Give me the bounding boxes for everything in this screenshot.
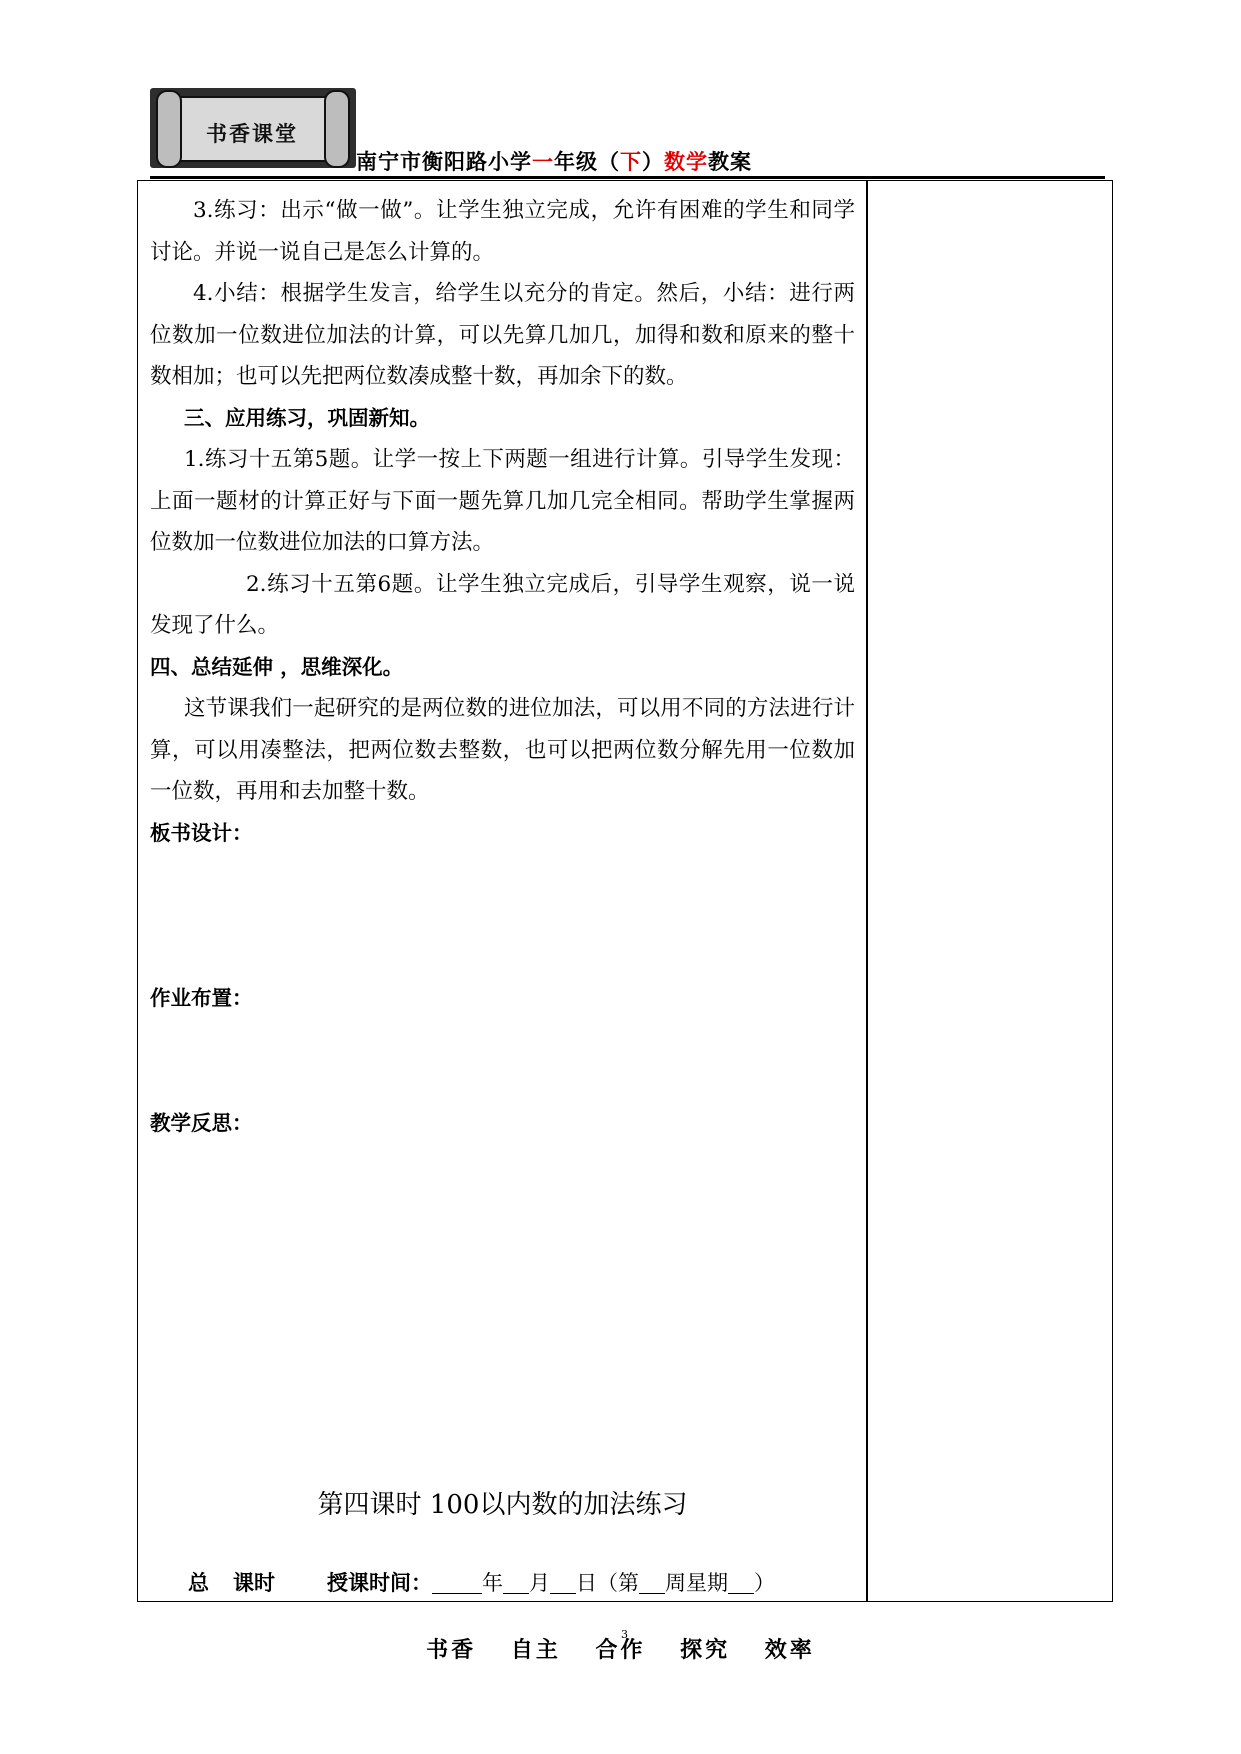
lesson-meta	[188, 1567, 775, 1597]
school-header	[356, 146, 752, 176]
section-heading-4: 四、总结延伸 ，思维深化。	[150, 654, 404, 679]
grade-number: 一	[532, 150, 554, 174]
lesson-content	[150, 190, 855, 1144]
header-rule	[150, 176, 1105, 179]
year-label: 年	[482, 1571, 503, 1595]
weekday-label: 周星期	[665, 1571, 728, 1595]
school-name: 南宁市衡阳路小学	[356, 150, 532, 174]
month-blank	[503, 1571, 529, 1594]
section-heading-3: 三、应用练习，巩固新知。	[184, 405, 430, 430]
close-paren: ）	[754, 1571, 775, 1595]
footer-motto: 书香 自主 合作 探究 效率	[426, 1638, 815, 1663]
scroll-roll-right	[324, 90, 350, 168]
logo-badge	[150, 88, 356, 168]
day-label: 日（第	[576, 1571, 639, 1595]
day-blank	[550, 1571, 576, 1594]
term-open: （	[598, 150, 620, 174]
doc-type: 教案	[708, 150, 752, 174]
board-design-space	[150, 854, 855, 978]
reflection-label: 教学反思：	[150, 1110, 253, 1135]
lesson-title: 第四课时 100以内数的加法练习	[317, 1490, 688, 1520]
board-design-label: 板书设计：	[150, 820, 253, 845]
total-label: 总	[188, 1571, 209, 1595]
teaching-time-label: 授课时间：	[327, 1571, 432, 1595]
page-number: 3	[621, 1628, 628, 1641]
paragraph-exercise-5: 1.练习十五第5题。让学一按上下两题一组进行计算。引导学生发现：上面一题材的计算正好与下面一题先算几加几完全相同。帮助学生掌握两位数加一位数进位加法的口算方法。	[150, 447, 855, 555]
term-close: ）	[642, 150, 664, 174]
paragraph-practice: 3.练习：出示“做一做”。让学生独立完成，允许有困难的学生和同学讨论。并说一说自己是怎么计算的。	[150, 198, 855, 265]
year-blank	[432, 1571, 482, 1594]
term: 下	[620, 150, 642, 174]
homework-label: 作业布置：	[150, 986, 253, 1010]
scroll-roll-left	[156, 90, 182, 168]
paragraph-summary: 4.小结：根据学生发言，给学生以充分的肯定。然后，小结：进行两位数加一位数进位加法的计算，可以先算几加几，加得和数和原来的整十数相加；也可以先把两位数凑成整十数，再加余下的数。	[150, 281, 855, 389]
column-divider	[866, 180, 868, 1602]
weekday-blank	[728, 1571, 754, 1594]
paragraph-conclusion: 这节课我们一起研究的是两位数的进位加法，可以用不同的方法进行计算，可以用凑整法，把两位数去整数，也可以把两位数分解先用一位数加一位数，再用和去加整十数。	[150, 696, 855, 804]
hours-label: 课时	[233, 1571, 275, 1595]
scroll-graphic	[168, 96, 336, 162]
grade-word: 年级	[554, 150, 598, 174]
subject: 数学	[664, 150, 708, 174]
paragraph-exercise-6: 2.练习十五第6题。让学生独立完成后，引导学生观察，说一说发现了什么。	[150, 571, 855, 638]
homework-space	[150, 1020, 855, 1103]
logo-text: 书香课堂	[206, 122, 298, 146]
month-label: 月	[529, 1571, 550, 1595]
week-blank	[639, 1571, 665, 1594]
